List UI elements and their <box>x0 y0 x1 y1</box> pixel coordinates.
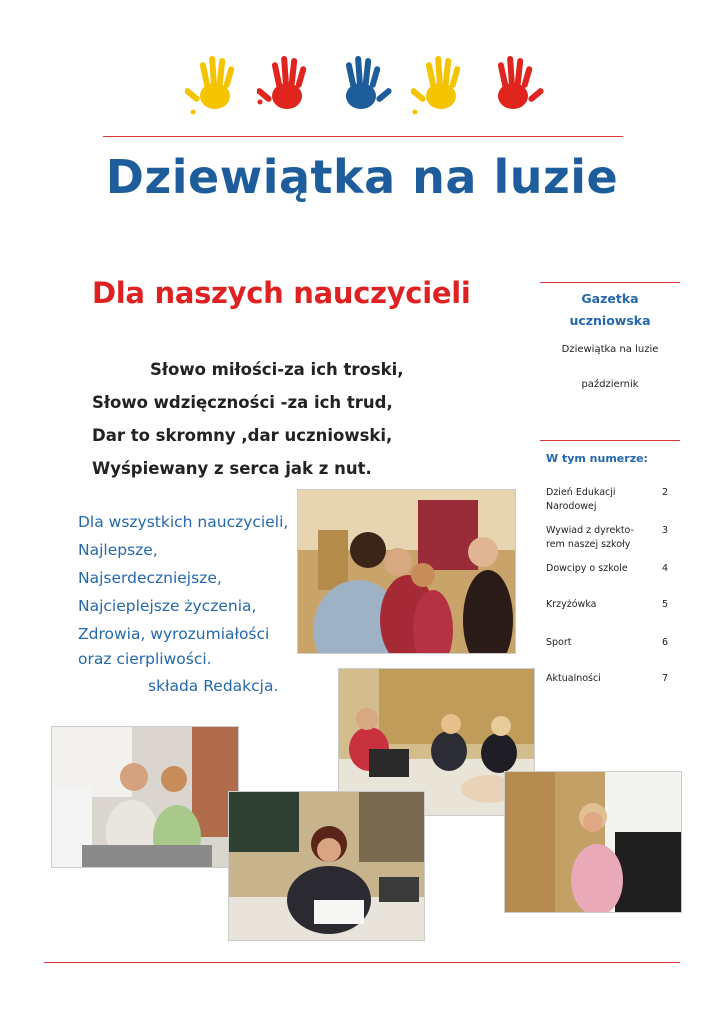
hand-prints-logo <box>185 52 545 120</box>
wish-line: Zdrowia, wyrozumiałości <box>78 625 270 643</box>
photo-teacher-writing <box>228 791 425 941</box>
photo-teacher-with-students <box>297 489 516 654</box>
poem <box>92 353 452 485</box>
sidebar-month: październik <box>581 379 639 390</box>
wish-line: Najcieplejsze życzenia, <box>78 597 257 615</box>
photo-teachers-at-computer <box>51 726 239 868</box>
header-rule <box>103 136 623 137</box>
wish-line: Dla wszystkich nauczycieli, <box>78 513 289 531</box>
hand-print-icon <box>257 52 319 120</box>
article-heading: Dla naszych nauczycieli <box>92 276 471 310</box>
newspaper-title: Dziewiątka na luzie <box>105 150 619 204</box>
hand-print-icon <box>411 52 473 120</box>
wish-line: oraz cierpliwości. <box>78 650 212 668</box>
hand-print-icon <box>185 52 247 120</box>
wish-line: Najlepsze, <box>78 541 158 559</box>
poem-line: Słowo miłości-za ich troski, <box>150 360 404 379</box>
photo-teacher-at-board <box>504 771 682 913</box>
poem-line: Słowo wdzięczności -za ich trud, <box>92 393 393 412</box>
sidebar-title: Gazetka uczniowska <box>569 291 651 328</box>
poem-line: Dar to skromny ,dar uczniowski, <box>92 426 393 445</box>
hand-print-icon <box>483 52 545 120</box>
sidebar-paper-name: Dziewiątka na luzie <box>561 344 659 355</box>
sidebar-mid-rule <box>540 440 680 441</box>
toc-heading: W tym numerze: <box>546 452 648 465</box>
sidebar: Gazetka uczniowska Dziewiątka na luzie październik W tym numerze: Dzień Edukacji Narodowej 2 Wywiad z dyrekto-rem naszej szkoły 3 Dowcipy o szkole 4 Krzyżówka 5 Sport 6 Aktualności 7 <box>540 282 680 390</box>
footer-rule <box>44 962 680 963</box>
poem-line: Wyśpiewany z serca jak z nut. <box>92 459 372 478</box>
signature-line: składa Redakcja. <box>148 677 279 695</box>
wish-line: Najserdeczniejsze, <box>78 569 222 587</box>
hand-print-icon <box>331 52 393 120</box>
wishes-text <box>78 508 308 702</box>
